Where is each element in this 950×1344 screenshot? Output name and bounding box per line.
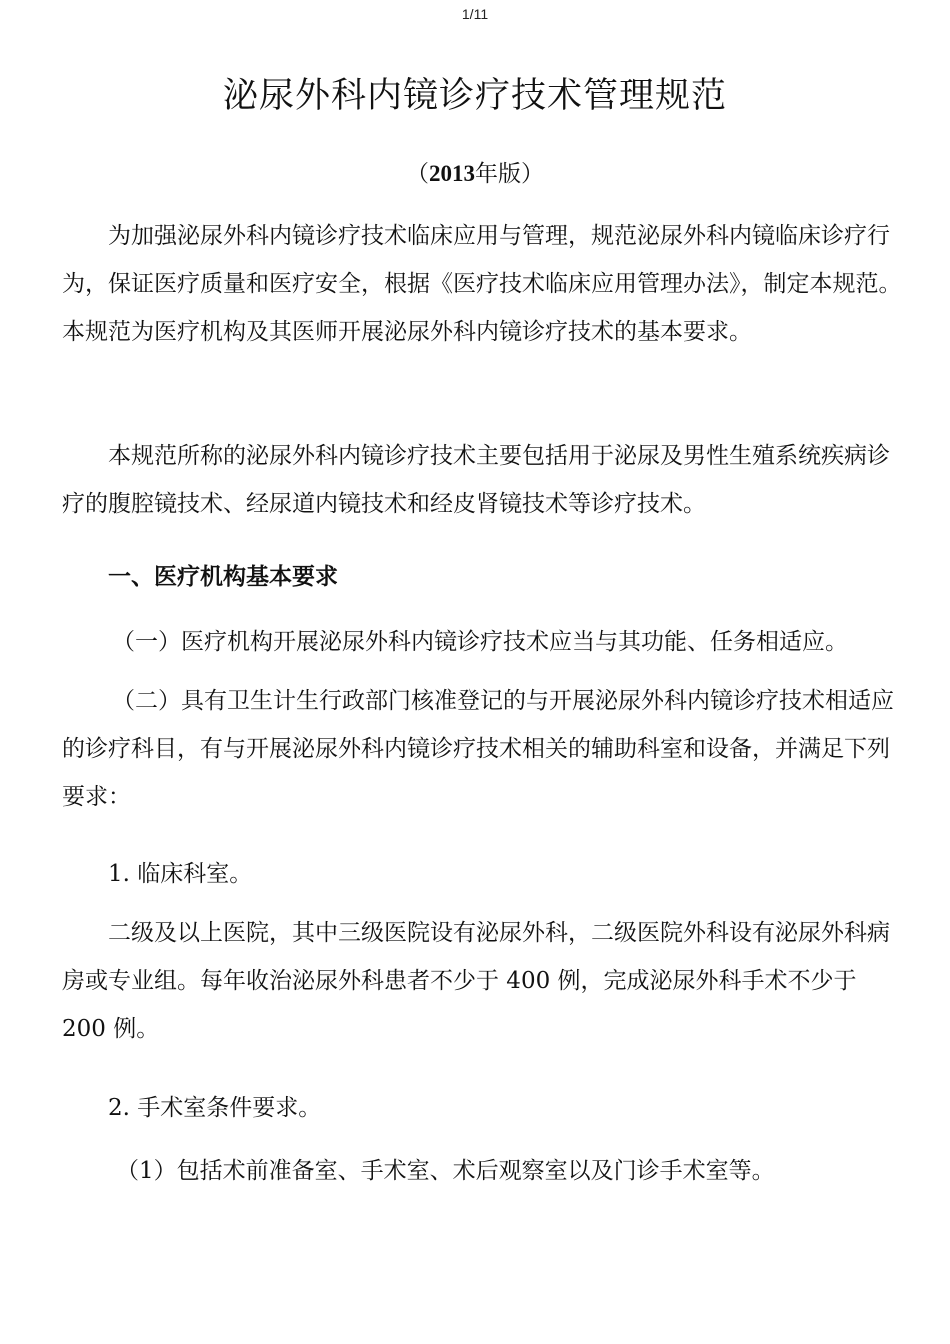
intro-paragraph: 为加强泌尿外科内镜诊疗技术临床应用与管理，规范泌尿外科内镜临床诊疗行为，保证医疗质量和医疗安全，根据《医疗技术临床应用管理办法》，制定本规范。本规范为医疗机构及其医师开展泌尿外科内镜诊疗技术的基本要求。 <box>62 223 902 345</box>
edition-open: （ <box>406 161 429 187</box>
edition-line <box>0 155 950 188</box>
edition-suffix: 年版） <box>475 161 544 187</box>
edition-year: 2013 <box>429 161 475 186</box>
subitem-operating-room: 2. 手术室条件要求。 <box>108 1095 322 1121</box>
operating-room-item-1: （1）包括术前准备室、手术室、术后观察室以及门诊手术室等。 <box>116 1158 775 1184</box>
section-heading-institution-requirements: 一、医疗机构基本要求 <box>108 563 338 590</box>
scope-paragraph: 本规范所称的泌尿外科内镜诊疗技术主要包括用于泌尿及男性生殖系统疾病诊疗的腹腔镜技术、经尿道内镜技术和经皮肾镜技术等诊疗技术。 <box>62 443 890 517</box>
clinical-department-requirements: 二级及以上医院，其中三级医院设有泌尿外科，二级医院外科设有泌尿外科病房或专业组。每年收治泌尿外科患者不少于 400 例，完成泌尿外科手术不少于 200 例。 <box>62 920 890 1042</box>
document-title: 泌尿外科内镜诊疗技术管理规范 <box>222 76 727 116</box>
page-number: 1/11 <box>461 6 489 22</box>
item-institution-departments: （二）具有卫生计生行政部门核准登记的与开展泌尿外科内镜诊疗技术相适应的诊疗科目，有与开展泌尿外科内镜诊疗技术相关的辅助科室和设备，并满足下列要求： <box>62 688 894 810</box>
subitem-clinical-department: 1. 临床科室。 <box>108 861 253 887</box>
item-institution-function: （一）医疗机构开展泌尿外科内镜诊疗技术应当与其功能、任务相适应。 <box>112 629 848 655</box>
